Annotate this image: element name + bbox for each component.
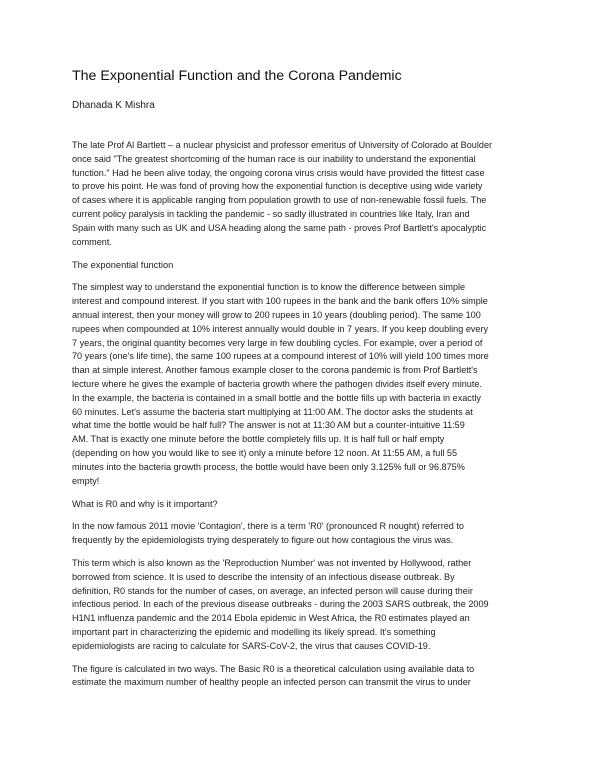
paragraph-line: 60 minutes. Let's assume the bacteria start multiplying at 11:00 AM. The doctor asks the students at: [72, 406, 473, 417]
paragraph: [72, 139, 534, 249]
paragraph-line: interest and compound interest. If you start with 100 rupees in the bank and the bank offers 10% simple: [72, 296, 488, 307]
document-author: Dhanada K Mishra: [72, 100, 155, 111]
paragraph-line: empty!: [72, 475, 100, 486]
paragraph-line: definition, R0 stands for the number of cases, on average, an infected person will cause during their: [72, 585, 473, 596]
paragraph-line: function." Had he been alive today, the ongoing corona virus crisis would have provided the fittest case: [72, 167, 485, 178]
paragraph-line: frequently by the epidemiologists trying desperately to figure out how contagious the virus was.: [72, 535, 454, 546]
section-heading: What is R0 and why is it important?: [72, 499, 218, 510]
paragraph: [72, 520, 534, 548]
paragraph-line: H1N1 influenza pandemic and the 2014 Ebola epidemic in West Africa, the R0 estimates played an: [72, 613, 470, 624]
paragraph-line: epidemiologists are racing to calculate for SARS-CoV-2, the virus that causes COVID-19.: [72, 640, 431, 651]
paragraph-line: to prove his point. He was fond of proving how the exponential function is deceptive using wide variety: [72, 181, 483, 192]
document-body: [72, 139, 534, 690]
paragraph-line: In the example, the bacteria is contained in a small bottle and the bottle fills up with bacteria in exactly: [72, 392, 481, 403]
paragraph-line: The figure is calculated in two ways. The Basic R0 is a theoretical calculation using available data to: [72, 663, 475, 674]
paragraph-line: annual interest, then your money will grow to 200 rupees in 10 years (doubling period). The same 100: [72, 309, 481, 320]
paragraph-line: estimate the maximum number of healthy people an infected person can transmit the virus to under: [72, 677, 471, 688]
document-title: The Exponential Function and the Corona Pandemic: [72, 68, 402, 84]
section-heading: The exponential function: [72, 260, 174, 271]
paragraph-line: comment.: [72, 236, 112, 247]
paragraph-line: what time the bottle would be half full? The answer is not at 11:30 AM but a counter-intuitive 11:59: [72, 420, 465, 431]
paragraph-line: minutes into the bacteria growth process, the bottle would have been only 3.125% full or 96.875%: [72, 461, 465, 472]
paragraph-line: borrowed from science. It is used to describe the intensity of an infectious disease outbreak. By: [72, 571, 455, 582]
paragraph-line: (depending on how you would like to see it) only a minute before 12 noon. At 11:55 AM, a full 55: [72, 447, 458, 458]
paragraph-line: Spain with many such as UK and USA heading along the same path - proves Prof Bartlett's apocalyptic: [72, 222, 487, 233]
paragraph-line: of cases where it is applicable ranging from population growth to use of non-renewable fossil fuels. The: [72, 195, 487, 206]
paragraph-line: 70 years (one's life time), the same 100 rupees at a compound interest of 10% will yield 100 times more: [72, 351, 489, 362]
paragraph-line: The simplest way to understand the exponential function is to know the difference between simple: [72, 282, 466, 293]
document-page: [72, 66, 534, 699]
paragraph: [72, 557, 534, 654]
paragraph-line: infectious period. In each of the previous disease outbreaks - during the 2003 SARS outbreak, the 2009: [72, 599, 489, 610]
paragraph-line: current policy paralysis in tackling the pandemic - so sadly illustrated in countries like Italy, Iran and: [72, 208, 470, 219]
paragraph-line: than at simple interest. Another famous example closer to the corona pandemic is from Prof Bartlett's: [72, 365, 478, 376]
paragraph-line: once said "The greatest shortcoming of the human race is our inability to understand the exponential: [72, 153, 476, 164]
paragraph-line: rupees when compounded at 10% interest annually would double in 7 years. If you keep doubling every: [72, 323, 489, 334]
paragraph-line: important part in characterizing the epidemic and modelling its likely spread. It's something: [72, 626, 436, 637]
paragraph-line: lecture where he gives the example of bacteria growth where the pathogen divides itself every minute.: [72, 378, 482, 389]
paragraph-line: AM. That is exactly one minute before the bottle completely fills up. It is half full or half empty: [72, 434, 445, 445]
paragraph-line: This term which is also known as the 'Reproduction Number' was not invented by Hollywood, rather: [72, 557, 472, 568]
paragraph: [72, 281, 534, 488]
paragraph-line: 7 years, the original quantity becomes very large in few doubling cycles. For example, over a period of: [72, 337, 483, 348]
paragraph-line: The late Prof Al Bartlett – a nuclear physicist and professor emeritus of University of Colorado at Boulder: [72, 140, 493, 150]
paragraph-line: In the now famous 2011 movie 'Contagion', there is a term 'R0' (pronounced R nought) referred to: [72, 521, 464, 532]
paragraph: [72, 663, 534, 691]
